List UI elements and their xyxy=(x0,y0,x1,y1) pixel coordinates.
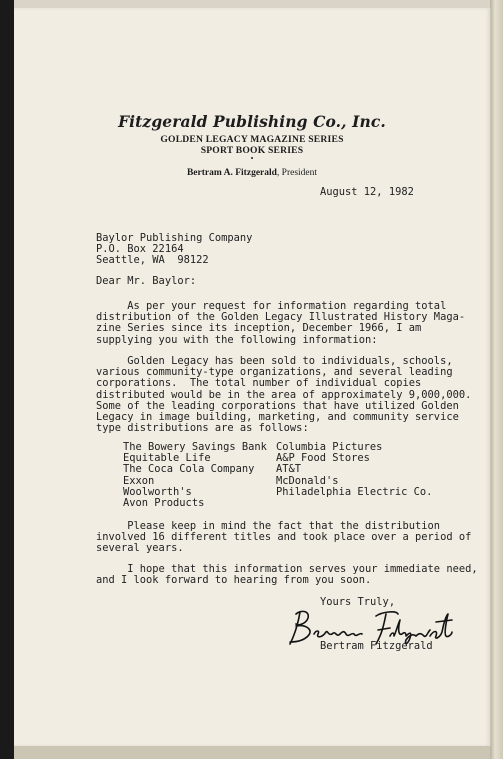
address-line: Baylor Publishing Company xyxy=(96,232,253,244)
text-line: As per your request for information regarding total xyxy=(96,300,447,312)
recipient-address xyxy=(96,233,252,267)
series-line-2: SPORT BOOK SERIES xyxy=(200,145,304,156)
president-line xyxy=(14,168,490,178)
president-title: , President xyxy=(276,168,318,178)
president-name: Bertram A. Fitzgerald xyxy=(186,168,277,178)
paragraph-closing xyxy=(96,564,478,586)
list-item: Woolworth's xyxy=(123,485,192,498)
list-item: Exxon xyxy=(123,474,155,487)
letter-page xyxy=(14,8,491,746)
text-line: several years. xyxy=(96,542,184,555)
page-edge-right xyxy=(490,0,503,759)
company-name: Fitzgerald Publishing Co., Inc. xyxy=(118,112,386,131)
corporation-list-right xyxy=(276,442,432,498)
text-line: supplying you with the following information: xyxy=(96,333,378,346)
address-line: Seattle, WA 98122 xyxy=(96,254,209,267)
letter-date: August 12, 1982 xyxy=(320,186,414,198)
list-item: McDonald's xyxy=(276,474,339,487)
signature-name: Bertram Fitzgerald xyxy=(320,640,433,652)
list-item: The Bowery Savings Bank xyxy=(123,441,267,453)
text-line: and I look forward to hearing from you soon. xyxy=(96,574,372,587)
text-line: distributed would be in the area of approximately 9,000,000. xyxy=(96,388,472,401)
text-line: zine Series since its inception, December 1966, I am xyxy=(96,322,422,335)
text-line: type distributions are as follows: xyxy=(96,422,309,435)
paragraph-distribution xyxy=(96,356,471,434)
text-line: corporations. The total number of individual copies xyxy=(96,377,422,390)
binding-edge xyxy=(0,0,14,759)
address-line: P.O. Box 22164 xyxy=(96,243,184,256)
bullet-ornament: • xyxy=(250,154,254,163)
page-edge-bottom xyxy=(14,746,490,759)
corporation-list-left xyxy=(123,442,267,509)
text-line: Some of the leading corporations that have utilized Golden xyxy=(96,399,459,412)
list-item: Columbia Pictures xyxy=(276,441,383,453)
text-line: distribution of the Golden Legacy Illustrated History Maga- xyxy=(96,311,466,324)
list-item: A&P Food Stores xyxy=(276,452,370,465)
closing: Yours Truly, xyxy=(320,596,396,608)
series-line-1: GOLDEN LEGACY MAGAZINE SERIES xyxy=(160,134,344,145)
text-line: various community-type organizations, and several leading xyxy=(96,366,453,379)
text-line: involved 16 different titles and took place over a period of xyxy=(96,531,472,544)
text-line: I hope that this information serves your immediate need, xyxy=(96,563,478,575)
list-item: Avon Products xyxy=(123,497,205,510)
list-item: AT&T xyxy=(276,463,302,476)
salutation: Dear Mr. Baylor: xyxy=(96,275,197,287)
list-item: Equitable Life xyxy=(123,452,211,465)
list-item: The Coca Cola Company xyxy=(123,463,255,476)
paragraph-titles xyxy=(96,521,471,555)
text-line: Legacy in image building, marketing, and community service xyxy=(96,411,459,424)
list-item: Philadelphia Electric Co. xyxy=(276,485,433,498)
paragraph-request xyxy=(96,301,465,346)
text-line: Golden Legacy has been sold to individuals, schools, xyxy=(96,355,453,367)
text-line: Please keep in mind the fact that the distribution xyxy=(96,520,441,532)
